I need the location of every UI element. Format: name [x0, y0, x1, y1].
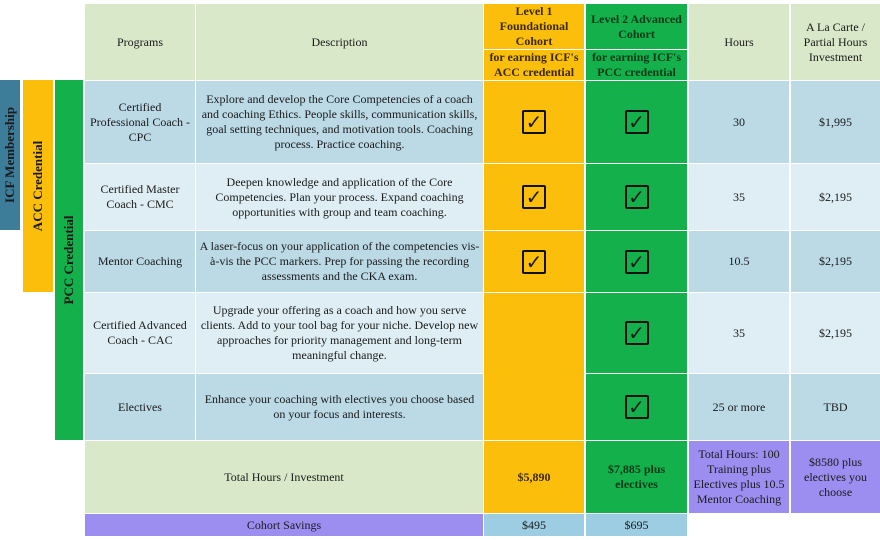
row-cmc-description-text: Deepen knowledge and application of the Core Competencies. Plan your process. Expand coaching opportunities with group and team coaching.	[215, 174, 464, 219]
row-mentor-price	[791, 231, 880, 292]
header-level2-sub-text: for earning ICF's PCC credential	[591, 50, 682, 79]
row-cpc-program-text: Certified Professional Coach - CPC	[90, 99, 190, 144]
checkbox-checked-icon: ✓	[625, 321, 649, 345]
total-label	[85, 441, 483, 513]
total-alacarte-text: $8580 plus electives you choose	[804, 454, 867, 499]
row-mentor-program-text: Mentor Coaching	[97, 254, 183, 268]
header-level1-title	[484, 4, 584, 49]
row-mentor-description	[196, 231, 483, 292]
savings-level1-text: $495	[522, 517, 546, 532]
row-cmc-price-text: $2,195	[819, 189, 852, 204]
row-mentor-price-text: $2,195	[819, 254, 852, 268]
header-level1-title-text: Level 1 Foundational Cohort	[499, 4, 569, 48]
header-description	[196, 4, 483, 80]
total-alacarte	[791, 441, 880, 513]
total-level1	[484, 441, 584, 513]
row-cac-level2	[586, 293, 687, 373]
savings-level1	[484, 514, 584, 536]
row-cac-hours	[689, 293, 789, 373]
total-level1-text: $5,890	[517, 469, 551, 484]
row-cac-program	[85, 293, 195, 373]
total-hours-text: Total Hours: 100 Training plus Electives plus 10.5 Mentor Coaching	[693, 447, 785, 506]
checkbox-checked-icon: ✓	[522, 110, 546, 134]
row-electives-hours-text: 25 or more	[712, 399, 766, 414]
total-level2	[586, 441, 687, 513]
header-level2-sub	[586, 50, 687, 80]
row-electives-program	[85, 374, 195, 440]
row-electives-description	[196, 374, 483, 440]
pcc-credential-label: PCC Credential	[61, 215, 76, 305]
row-mentor-hours	[689, 231, 789, 292]
row-mentor-level2	[586, 231, 687, 292]
row-cac-program-text: Certified Advanced Coach - CAC	[93, 318, 187, 347]
row-electives-description-text: Enhance your coaching with electives you choose based on your focus and interests.	[204, 392, 475, 421]
row-electives-level2	[586, 374, 687, 440]
acc-credential-label: ACC Credential	[30, 140, 45, 232]
row-cpc-hours	[689, 81, 789, 163]
row-cmc-price	[791, 164, 880, 230]
acc-credential-bar	[23, 80, 53, 292]
row-cmc-level2	[586, 164, 687, 230]
row-mentor-level1	[484, 231, 584, 292]
row-cpc-program	[85, 81, 195, 163]
checkbox-checked-icon: ✓	[522, 185, 546, 209]
checkbox-checked-icon: ✓	[625, 250, 649, 274]
header-alacarte-text: A La Carte / Partial Hours Investment	[803, 19, 868, 64]
total-hours	[689, 441, 789, 513]
row-cpc-hours-text: 30	[733, 114, 745, 129]
checkbox-checked-icon: ✓	[625, 185, 649, 209]
total-level2-text: $7,885 plus electives	[607, 462, 666, 491]
row-electives-price	[791, 374, 880, 440]
savings-label-text: Cohort Savings	[246, 517, 322, 532]
row-electives-program-text: Electives	[118, 399, 162, 414]
header-level1-sub-text: for earning ICF's ACC credential	[489, 50, 579, 79]
row-cac-electives-level1-empty	[484, 293, 584, 440]
checkbox-checked-icon: ✓	[625, 395, 649, 419]
row-cmc-hours-text: 35	[733, 189, 745, 204]
header-programs-text: Programs	[117, 34, 163, 49]
row-cac-description-text: Upgrade your offering as a coach and how you serve clients. Add to your tool bag for your niche. Develop new approaches for priority management and long-term meaningful change.	[200, 303, 479, 362]
row-cac-price	[791, 293, 880, 373]
header-level2-title	[586, 4, 687, 49]
row-mentor-description-text: A laser-focus on your application of the competencies vis-à-vis the PCC markers. Prep for passing the recording assessments and the CKA exam.	[199, 239, 480, 283]
header-alacarte	[791, 4, 880, 80]
row-mentor-hours-text: 10.5	[728, 254, 750, 268]
checkbox-checked-icon: ✓	[625, 110, 649, 134]
icf-membership-bar	[0, 80, 20, 230]
row-cpc-price-text: $1,995	[819, 114, 852, 129]
row-electives-price-text: TBD	[823, 399, 848, 414]
row-cac-hours-text: 35	[733, 325, 745, 340]
row-cpc-description	[196, 81, 483, 163]
header-programs	[85, 4, 195, 80]
header-level1-sub	[484, 50, 584, 80]
icf-membership-label: ICF Membership	[2, 107, 17, 203]
savings-level2-text: $695	[624, 517, 649, 532]
row-cmc-program	[85, 164, 195, 230]
header-hours-text: Hours	[724, 34, 754, 49]
row-cpc-description-text: Explore and develop the Core Competencies of a coach and coaching Ethics. People skills, communication skills, goal setting techniques, and motivation tools. Coaching process. Practice coaching.	[201, 92, 478, 151]
header-level2-title-text: Level 2 Advanced Cohort	[591, 11, 682, 41]
row-electives-hours	[689, 374, 789, 440]
row-cmc-description	[196, 164, 483, 230]
row-cmc-level1	[484, 164, 584, 230]
savings-level2	[586, 514, 687, 536]
pcc-credential-bar	[55, 80, 83, 440]
row-cpc-level2	[586, 81, 687, 163]
row-cac-description	[196, 293, 483, 373]
row-cpc-price	[791, 81, 880, 163]
row-cmc-hours	[689, 164, 789, 230]
row-cmc-program-text: Certified Master Coach - CMC	[100, 182, 180, 211]
header-description-text: Description	[311, 34, 368, 49]
row-cac-price-text: $2,195	[819, 325, 852, 340]
row-mentor-program	[85, 231, 195, 292]
savings-label	[85, 514, 483, 536]
total-label-text: Total Hours / Investment	[224, 469, 344, 484]
row-cpc-level1	[484, 81, 584, 163]
header-hours	[689, 4, 789, 80]
checkbox-checked-icon: ✓	[522, 250, 546, 274]
